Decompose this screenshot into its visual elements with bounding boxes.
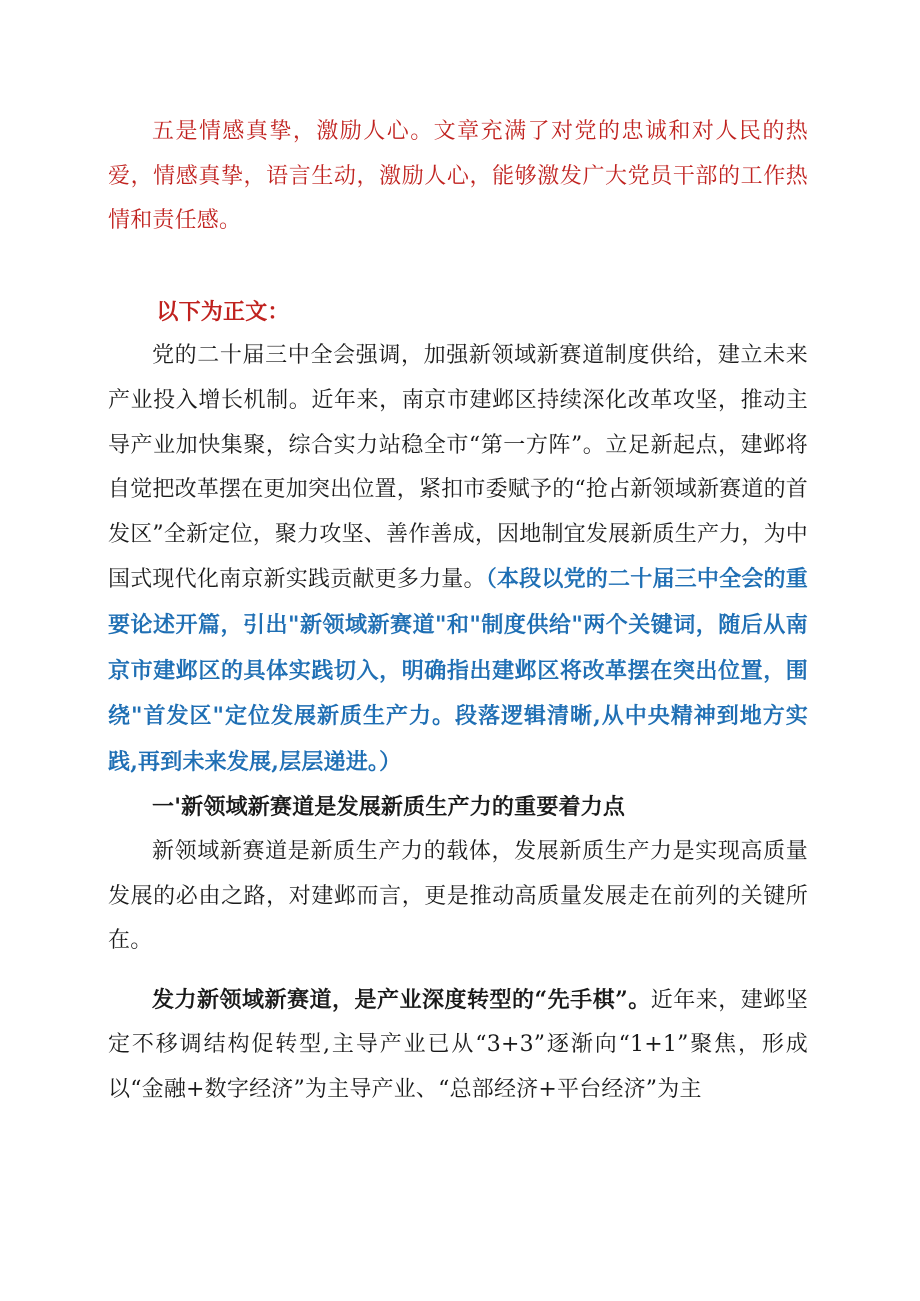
editor-comment: （本段以党的二十届三中全会的重要论述开篇，引出"新领域新赛道"和"制度供给"两个关键词，随后从南京市建邺区的具体实践切入，明确指出建邺区将改革摆在突出位置，围绕"首发区"定位发展新质生产力。段落逻辑清晰,从中央精神到地方实践,再到未来发展,层层递进。）	[108, 566, 808, 775]
document-page	[108, 110, 808, 1112]
body-paragraph-1	[108, 334, 808, 785]
spacer	[108, 244, 808, 290]
section-five-paragraph	[108, 110, 808, 244]
body-paragraph-3-lead: 发力新领域新赛道，是产业深度转型的“先手棋”。	[152, 986, 651, 1013]
section-five-text: 五是情感真挚，激励人心。文章充满了对党的忠诚和对人民的热爱，情感真挚，语言生动，激励人心，能够激发广大党员干部的工作热情和责任感。	[108, 119, 808, 234]
body-paragraph-2	[108, 830, 808, 964]
body-paragraph-2-text: 新领域新赛道是新质生产力的载体，发展新质生产力是实现高质量发展的必由之路，对建邺而言，更是推动高质量发展走在前列的关键所在。	[108, 838, 808, 954]
body-paragraph-3-text: 近年来，建邺坚定不移调结构促转型,主导产业已从“3+3”逐渐向“1+1”聚焦，形成以“金融+数字经济”为主导产业、“总部经济+平台经济”为主	[108, 987, 808, 1102]
intro-label: 以下为正文：	[156, 298, 290, 325]
body-paragraph-3	[108, 978, 808, 1113]
body-paragraph-1-text: 党的二十届三中全会强调，加强新领域新赛道制度供给，建立未来产业投入增长机制。近年来，南京市建邺区持续深化改革攻坚，推动主导产业加快集聚，综合实力站稳全市“第一方阵”。立足新起点，建邺将自觉把改革摆在更加突出位置，紧扣市委赋予的“抢占新领域新赛道的首发区”全新定位，聚力攻坚、善作善成，因地制宜发展新质生产力，为中国式现代化南京新实践贡献更多力量。	[108, 343, 808, 593]
section-heading-1: 一'新领域新赛道是发展新质生产力的重要着力点	[152, 794, 626, 821]
